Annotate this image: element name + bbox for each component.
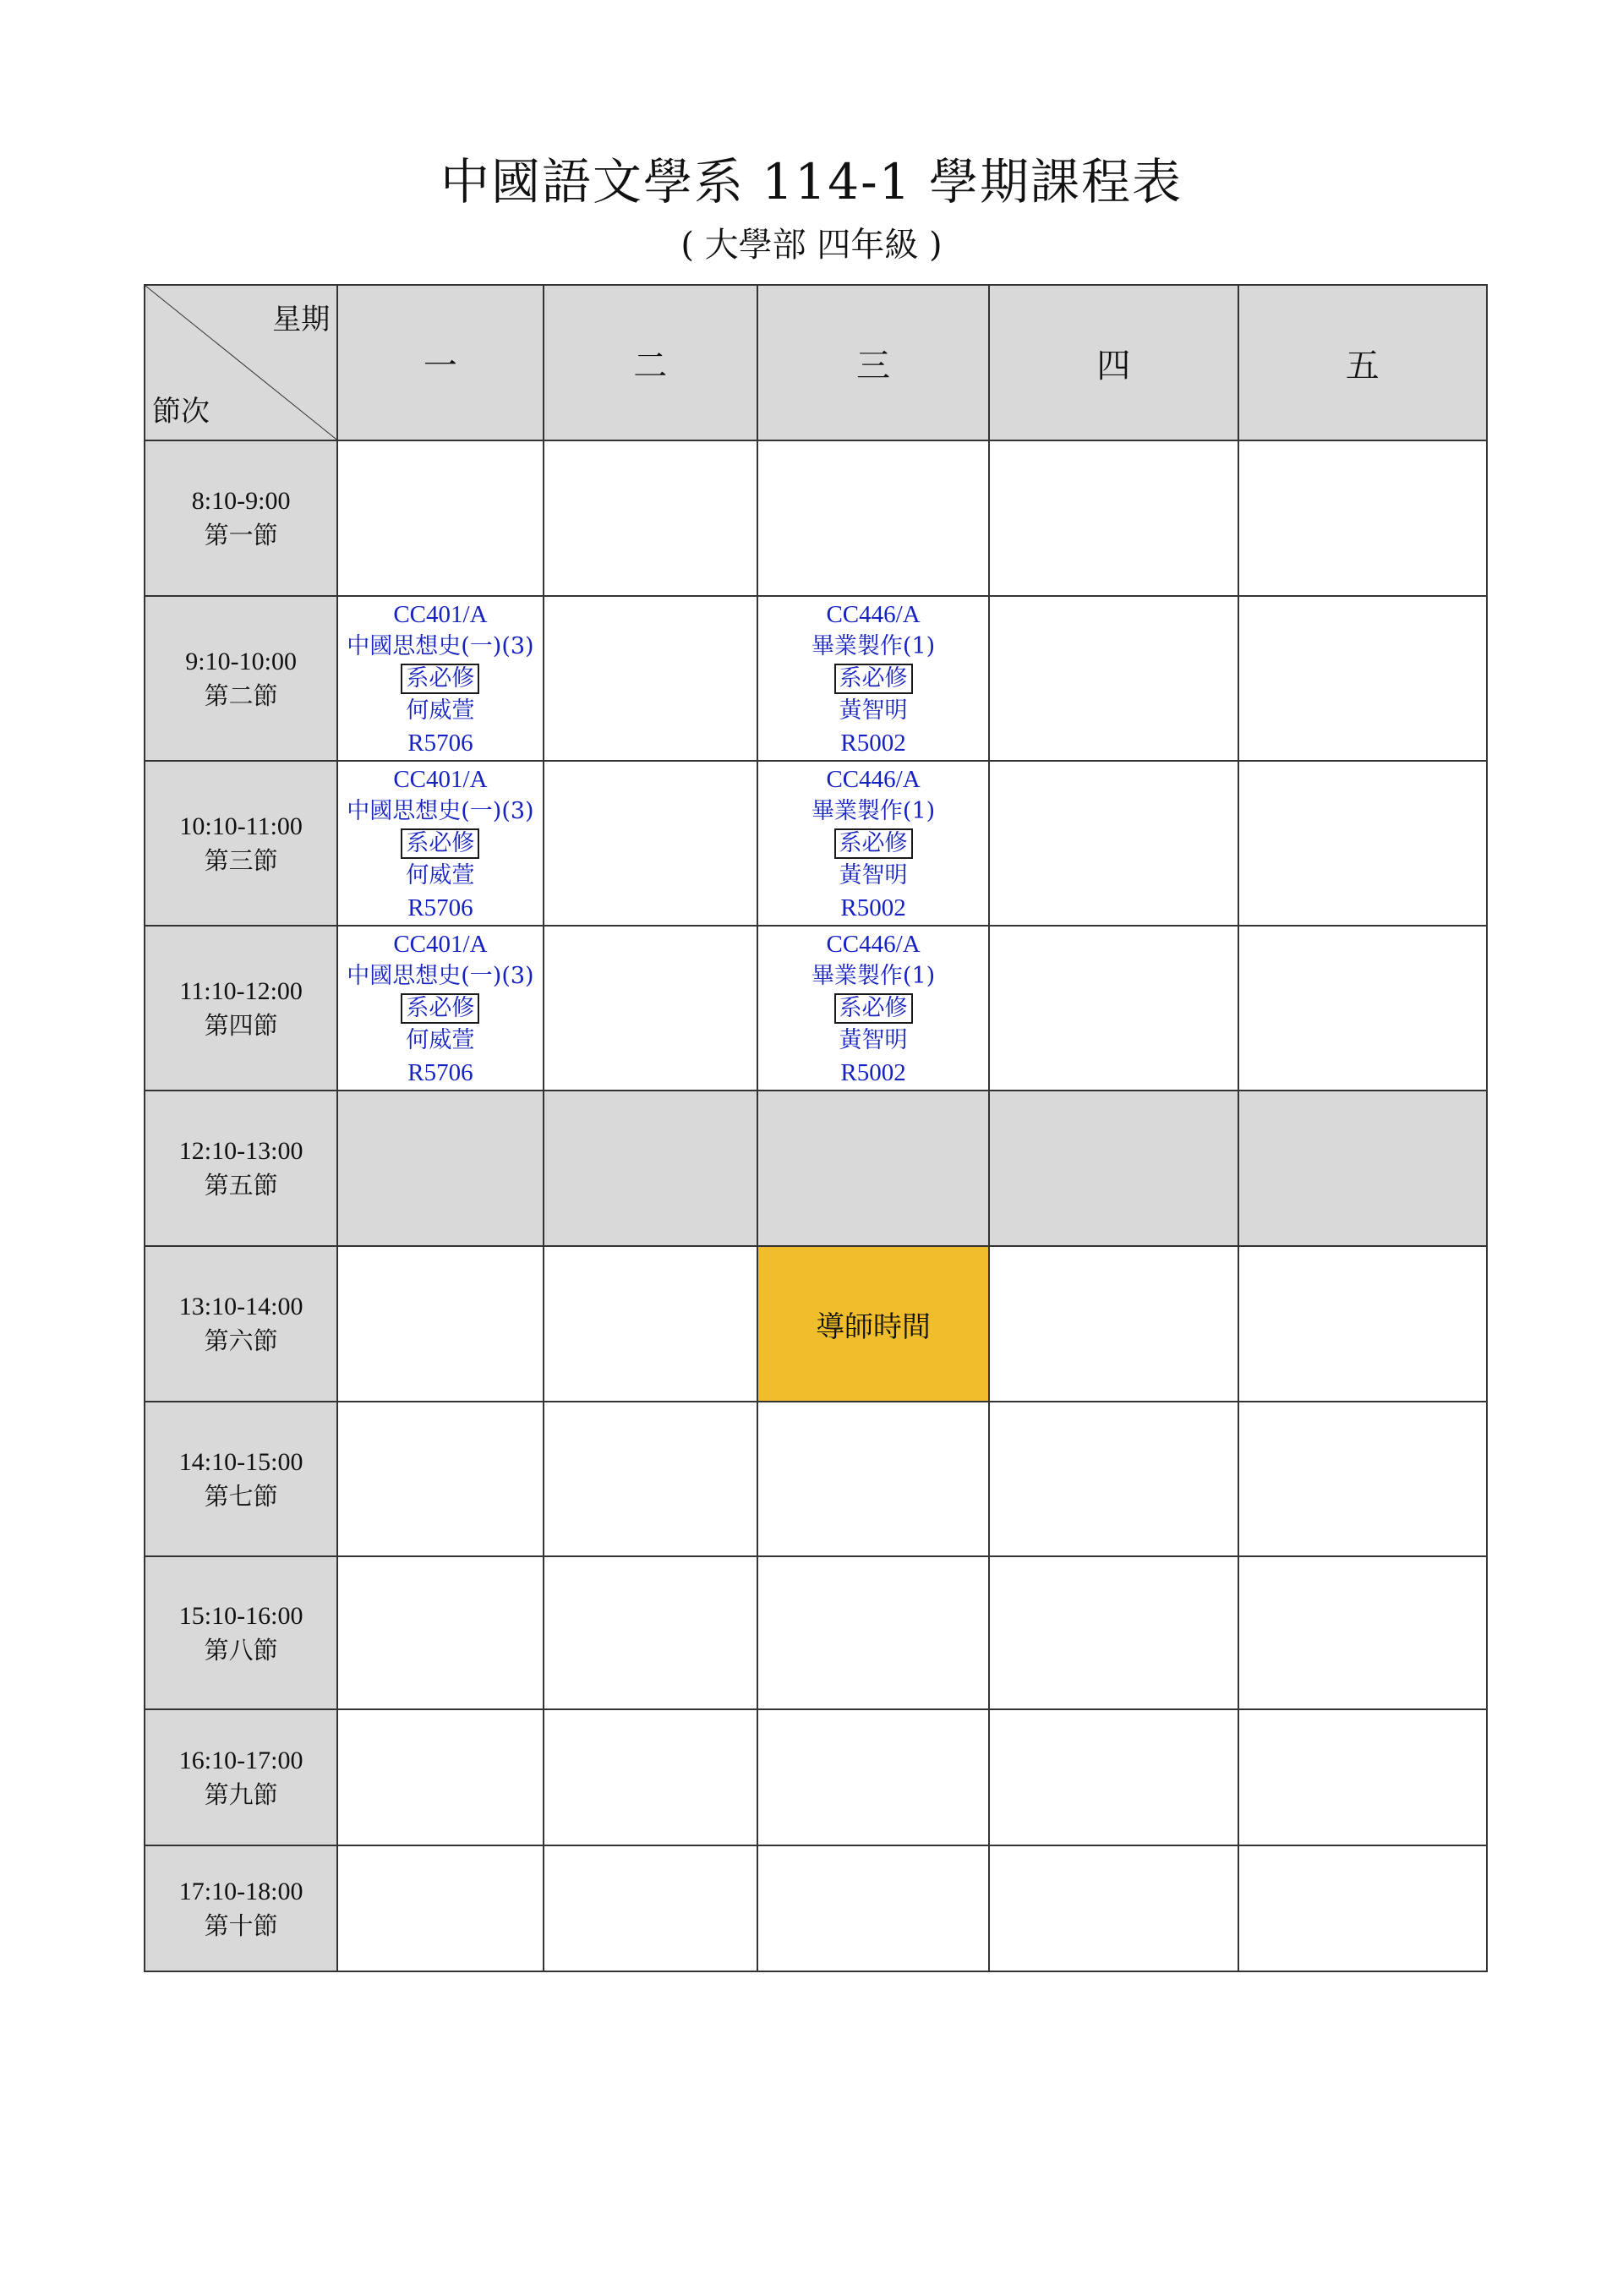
- day-header-thu: 四: [989, 285, 1238, 440]
- slot-cell: [337, 1091, 543, 1246]
- slot-cell: [544, 1246, 757, 1402]
- slot-cell: [544, 440, 757, 596]
- period-row: [145, 1556, 1487, 1709]
- course-code: CC446/A: [826, 930, 921, 958]
- slot-cell: [989, 1091, 1238, 1246]
- period-name: 第四節: [204, 1010, 278, 1040]
- period-cell: [145, 761, 337, 926]
- schedule-table: [144, 284, 1488, 1972]
- slot-cell: [1238, 1556, 1487, 1709]
- course-code: CC446/A: [826, 765, 921, 793]
- course-name: 畢業製作(1): [811, 797, 936, 824]
- mentor-time-cell: 導師時間: [757, 1246, 989, 1402]
- course-cell-wed: [757, 926, 989, 1091]
- slot-cell: [989, 440, 1238, 596]
- page-subtitle: ( 大學部 四年級 ): [680, 226, 943, 265]
- period-row: [145, 440, 1487, 596]
- period-cell: [145, 1845, 337, 1971]
- header-row: [145, 285, 1487, 440]
- slot-cell: [544, 761, 757, 926]
- period-row: [145, 596, 1487, 761]
- slot-cell: [544, 1845, 757, 1971]
- slot-cell: [1238, 1402, 1487, 1556]
- slot-cell: [757, 1556, 989, 1709]
- slot-cell: [989, 1246, 1238, 1402]
- course-code: CC401/A: [393, 765, 488, 793]
- course-type-badge: 系必修: [401, 664, 479, 694]
- period-name: 第一節: [204, 521, 278, 549]
- slot-cell: [757, 1845, 989, 1971]
- course-room: R5706: [407, 1058, 473, 1086]
- course-cell-wed: [757, 761, 989, 926]
- slot-cell: [337, 1246, 543, 1402]
- period-cell: [145, 596, 337, 761]
- period-name: 第二節: [204, 681, 278, 710]
- period-name: 第九節: [204, 1779, 278, 1809]
- slot-cell: [337, 1556, 543, 1709]
- period-cell: [145, 1556, 337, 1709]
- slot-cell: [989, 1709, 1238, 1845]
- course-cell-mon: [337, 761, 543, 926]
- course-name: 中國思想史(一)(3): [347, 632, 534, 659]
- slot-cell: [337, 440, 543, 596]
- slot-cell: [1238, 1091, 1487, 1246]
- period-row: [145, 1845, 1487, 1971]
- period-time: 16:10-17:00: [178, 1746, 303, 1774]
- corner-cell: [145, 285, 337, 440]
- slot-cell: [544, 596, 757, 761]
- period-cell: [145, 1091, 337, 1246]
- slot-cell: [757, 1091, 989, 1246]
- period-cell: [145, 1709, 337, 1845]
- course-teacher: 黃智明: [839, 1026, 908, 1053]
- slot-cell: [1238, 1845, 1487, 1971]
- period-name: 第六節: [204, 1326, 278, 1355]
- slot-cell: [989, 1402, 1238, 1556]
- course-type-badge: 系必修: [834, 664, 913, 694]
- period-cell: [145, 1246, 337, 1402]
- course-code: CC446/A: [826, 600, 921, 628]
- corner-period-label: 節次: [152, 395, 210, 429]
- slot-cell: [544, 926, 757, 1091]
- slot-cell: [989, 1556, 1238, 1709]
- slot-cell: [544, 1556, 757, 1709]
- period-cell: [145, 926, 337, 1091]
- course-code: CC401/A: [393, 600, 488, 628]
- course-name: 畢業製作(1): [811, 632, 936, 659]
- period-time: 11:10-12:00: [179, 976, 303, 1005]
- course-teacher: 黃智明: [839, 697, 908, 724]
- course-cell-mon: [337, 926, 543, 1091]
- slot-cell: [989, 926, 1238, 1091]
- slot-cell: [1238, 1246, 1487, 1402]
- slot-cell: [989, 596, 1238, 761]
- slot-cell: [757, 1402, 989, 1556]
- slot-cell: [337, 1709, 543, 1845]
- course-name: 畢業製作(1): [811, 962, 936, 989]
- slot-cell: [544, 1091, 757, 1246]
- course-room: R5706: [407, 894, 473, 921]
- day-header-wed: 三: [757, 285, 989, 440]
- slot-cell: [1238, 596, 1487, 761]
- period-row: [145, 1709, 1487, 1845]
- course-code: CC401/A: [393, 930, 488, 958]
- period-row: [145, 926, 1487, 1091]
- period-time: 17:10-18:00: [178, 1877, 303, 1905]
- course-teacher: 何威萱: [406, 1026, 475, 1053]
- course-type-badge: 系必修: [834, 828, 913, 859]
- slot-cell: [989, 1845, 1238, 1971]
- period-row: [145, 1091, 1487, 1246]
- period-time: 10:10-11:00: [179, 812, 303, 840]
- corner-week-label: 星期: [272, 303, 331, 336]
- period-time: 12:10-13:00: [178, 1137, 303, 1165]
- course-room: R5002: [840, 1058, 906, 1086]
- day-header-tue: 二: [544, 285, 757, 440]
- day-header-mon: 一: [337, 285, 543, 440]
- slot-cell: [1238, 1709, 1487, 1845]
- period-row: [145, 761, 1487, 926]
- page-title: 中國語文學系 114-1 學期課程表: [440, 153, 1183, 210]
- course-room: R5002: [840, 894, 906, 921]
- course-cell-wed: [757, 596, 989, 761]
- course-teacher: 何威萱: [406, 697, 475, 724]
- period-row: [145, 1246, 1487, 1402]
- period-name: 第十節: [204, 1911, 278, 1940]
- course-teacher: 何威萱: [406, 861, 475, 888]
- course-name: 中國思想史(一)(3): [347, 962, 534, 989]
- period-cell: [145, 1402, 337, 1556]
- period-cell: [145, 440, 337, 596]
- slot-cell: [544, 1402, 757, 1556]
- period-time: 9:10-10:00: [185, 647, 297, 675]
- course-room: R5706: [407, 729, 473, 757]
- slot-cell: [337, 1845, 543, 1971]
- slot-cell: [989, 761, 1238, 926]
- slot-cell: [337, 1402, 543, 1556]
- course-type-badge: 系必修: [834, 993, 913, 1024]
- period-name: 第五節: [204, 1171, 278, 1200]
- period-row: [145, 1402, 1487, 1556]
- period-time: 14:10-15:00: [178, 1447, 303, 1476]
- period-time: 15:10-16:00: [178, 1601, 303, 1630]
- course-type-badge: 系必修: [401, 993, 479, 1024]
- period-name: 第八節: [204, 1635, 278, 1665]
- period-time: 13:10-14:00: [178, 1293, 303, 1320]
- course-cell-mon: [337, 596, 543, 761]
- course-type-badge: 系必修: [401, 828, 479, 859]
- slot-cell: [544, 1709, 757, 1845]
- day-header-fri: 五: [1238, 285, 1487, 440]
- slot-cell: [1238, 440, 1487, 596]
- period-name: 第七節: [204, 1481, 278, 1511]
- slot-cell: [757, 440, 989, 596]
- course-teacher: 黃智明: [839, 861, 908, 888]
- period-time: 8:10-9:00: [191, 487, 291, 515]
- slot-cell: [757, 1709, 989, 1845]
- slot-cell: [1238, 926, 1487, 1091]
- course-name: 中國思想史(一)(3): [347, 797, 534, 824]
- period-name: 第三節: [204, 845, 278, 875]
- course-room: R5002: [840, 729, 906, 757]
- slot-cell: [1238, 761, 1487, 926]
